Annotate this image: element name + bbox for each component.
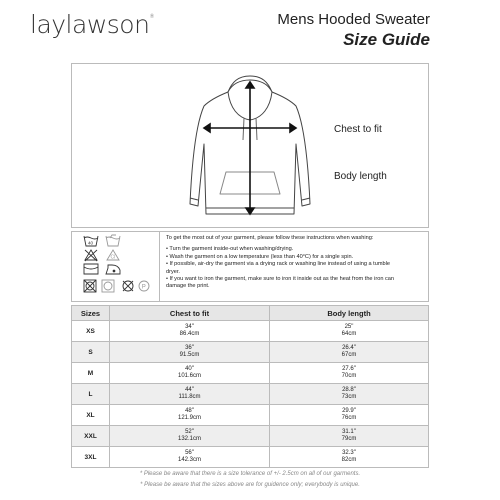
table-row	[72, 405, 429, 426]
brand-name: laylawson	[30, 10, 150, 39]
iron-low-icon	[106, 265, 120, 274]
page-title: Mens Hooded Sweater	[277, 11, 430, 28]
length-cell: 27.6" 70cm	[270, 363, 429, 384]
chest-label: Chest to fit	[334, 124, 382, 135]
page-subtitle: Size Guide	[343, 30, 430, 49]
line-dry-icon	[84, 264, 98, 274]
care-instructions	[71, 231, 429, 302]
length-cell: 26.4" 67cm	[270, 342, 429, 363]
size-cell: L	[72, 384, 110, 405]
size-cell: XS	[72, 321, 110, 342]
svg-text:40: 40	[88, 240, 94, 246]
length-cell: 28.8" 73cm	[270, 384, 429, 405]
chest-cell: 44" 111.8cm	[110, 384, 270, 405]
tolerance-note: * Please be aware that there is a size tolerance of +/- 2.5cm on all of our garments.	[139, 471, 361, 477]
garment-diagram	[71, 63, 429, 228]
chest-cell: 52" 132.1cm	[110, 426, 270, 447]
svg-text:Cl: Cl	[110, 254, 116, 261]
care-line: damage the print.	[166, 283, 210, 290]
table-row	[72, 363, 429, 384]
length-cell: 25" 64cm	[270, 321, 429, 342]
care-line: dryer.	[166, 268, 180, 275]
header-sizes: Sizes	[72, 306, 110, 321]
table-header-row	[72, 306, 429, 321]
wash-40-icon	[84, 236, 98, 246]
size-table	[71, 305, 429, 468]
table-row	[72, 384, 429, 405]
length-cell: 32.3" 82cm	[270, 447, 429, 468]
care-icons-grid	[72, 232, 160, 301]
hoodie-illustration	[72, 64, 428, 227]
header-length: Body length	[270, 306, 429, 321]
care-line: • Wash the garment on a low temperature (less than 40°C) for a single spin.	[166, 253, 354, 260]
chest-cell: 48" 121.9cm	[110, 405, 270, 426]
guidance-note: * Please be aware that the sizes above are for guidence only; everybody is unique.	[140, 482, 360, 488]
header	[0, 0, 500, 60]
length-cell: 29.9" 76cm	[270, 405, 429, 426]
table-row	[72, 447, 429, 468]
care-line: • Turn the garment inside-out when washing/drying.	[166, 246, 294, 253]
no-bleach-icon	[85, 250, 97, 261]
svg-text:P: P	[141, 284, 146, 291]
size-cell: 3XL	[72, 447, 110, 468]
chest-cell: 34" 86.4cm	[110, 321, 270, 342]
tumble-dry-icon	[102, 280, 114, 292]
size-cell: XL	[72, 405, 110, 426]
body-length-label: Body length	[334, 171, 387, 182]
no-dry-clean-icon	[123, 281, 133, 291]
brand-logo	[30, 10, 154, 39]
size-cell: S	[72, 342, 110, 363]
chest-cell: 36" 91.5cm	[110, 342, 270, 363]
table-row	[72, 321, 429, 342]
care-text	[166, 235, 428, 291]
header-chest: Chest to fit	[110, 306, 270, 321]
chest-cell: 56" 142.3cm	[110, 447, 270, 468]
chest-cell: 40" 101.6cm	[110, 363, 270, 384]
registered-mark: ®	[149, 14, 154, 20]
hand-wash-icon	[106, 235, 120, 246]
size-cell: M	[72, 363, 110, 384]
care-intro: To get the most out of your garment, please follow these instructions when washing:	[166, 235, 374, 241]
table-row	[72, 342, 429, 363]
table-row	[72, 426, 429, 447]
care-line: • If possible, air-dry the garment via a drying rack or washing line instead of using a tumble	[166, 261, 390, 268]
chlorine-bleach-icon	[107, 250, 119, 261]
dry-clean-icon	[139, 281, 149, 291]
length-cell: 31.1" 79cm	[270, 426, 429, 447]
care-line: • If you want to iron the garment, make sure to iron it inside out as the heat from the iron can	[166, 276, 395, 283]
size-cell: XXL	[72, 426, 110, 447]
no-tumble-dry-icon	[84, 280, 96, 292]
